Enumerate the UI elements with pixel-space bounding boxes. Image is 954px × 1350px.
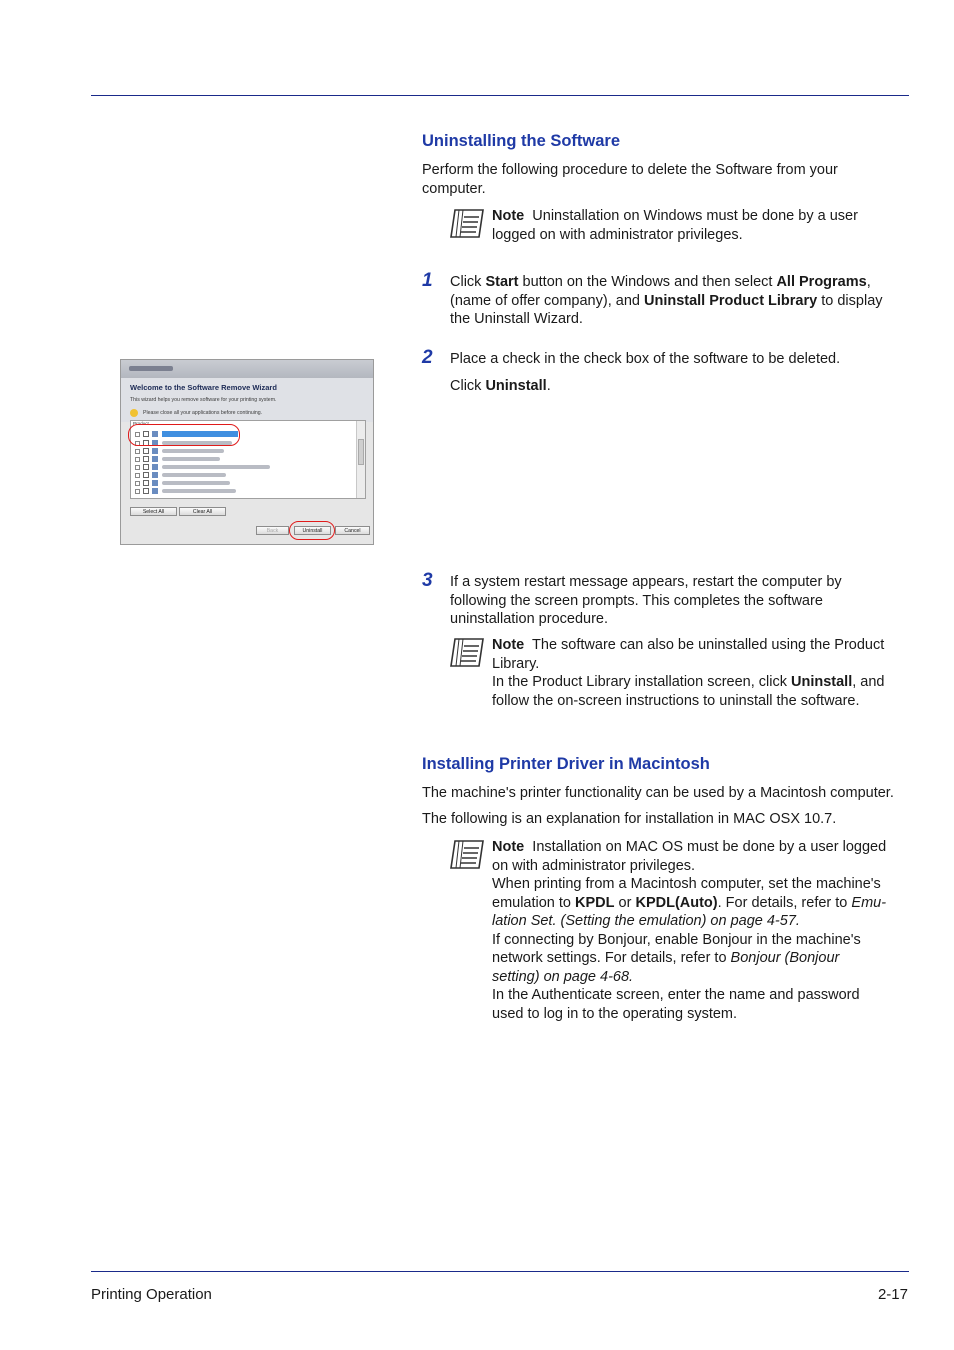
note-line: network settings. For details, refer to (492, 950, 731, 966)
note-line: or (614, 894, 636, 911)
mac-paragraph-1: The machine's printer functionality can be used by a Macintosh computer. (422, 785, 894, 801)
checkbox[interactable] (143, 456, 149, 462)
software-icon (152, 448, 158, 454)
list-header: Product (133, 421, 149, 426)
checkbox[interactable] (143, 448, 149, 454)
step-text: following the screen prompts. This completes the software (450, 592, 823, 609)
clear-all-button[interactable]: Clear All (179, 507, 226, 516)
list-scrollbar[interactable] (356, 421, 365, 498)
step-number-1: 1 (422, 270, 433, 291)
note-line: . For details, refer to (717, 894, 852, 911)
software-icon (152, 480, 158, 486)
list-item[interactable] (135, 448, 335, 455)
note-line: Uninstallation on Windows must be done by a user (532, 208, 858, 224)
intro-line: Perform the following procedure to delete the Software from your (422, 162, 838, 178)
back-button[interactable]: Back (256, 526, 289, 535)
ui-term-uninstall-product-library: Uninstall Product Library (643, 292, 818, 309)
cancel-button[interactable]: Cancel (335, 526, 370, 535)
step-number-3: 3 (422, 570, 433, 591)
step-text: . (546, 377, 551, 394)
note-line: In the Product Library installation screen, click (492, 674, 791, 690)
note-line: Installation on MAC OS must be done by a user logged (532, 839, 887, 855)
expand-icon[interactable] (135, 473, 140, 478)
step-text: Click (450, 377, 486, 394)
blurred-item-label (162, 489, 236, 493)
ui-term-uninstall: Uninstall (791, 674, 853, 690)
note-line: The software can also be uninstalled using the Product (532, 637, 885, 653)
step-text: button on the Windows and then select (518, 274, 777, 290)
select-all-button[interactable]: Select All (130, 507, 177, 516)
blurred-item-label (162, 449, 224, 453)
mac-paragraph-2: The following is an explanation for installation in MAC OSX 10.7. (422, 811, 837, 827)
highlight-circle-checkbox (128, 424, 240, 446)
step-2-text (450, 350, 912, 395)
section-heading-macintosh: Installing Printer Driver in Macintosh (422, 755, 710, 773)
expand-icon[interactable] (135, 457, 140, 462)
cross-reference-link[interactable]: Bonjour (Bonjour (730, 950, 840, 966)
note-line: on with administrator privileges. (492, 857, 696, 874)
checkbox[interactable] (143, 488, 149, 494)
list-item[interactable] (135, 456, 335, 463)
step-number-2: 2 (422, 347, 433, 368)
step-3-text (450, 573, 912, 629)
step-text: If a system restart message appears, restart the computer by (450, 574, 842, 590)
step-text: , (866, 274, 871, 290)
note-label: Note (492, 208, 525, 224)
highlight-circle-uninstall (289, 521, 335, 540)
warning-icon (130, 409, 138, 417)
step-text: the Uninstall Wizard. (450, 311, 583, 327)
warning-text: Please close all your applications before continuing. (143, 410, 263, 416)
note-line: When printing from a Macintosh computer, set the machine's (492, 876, 881, 892)
software-icon (152, 472, 158, 478)
note-line: , and (852, 674, 885, 690)
expand-icon[interactable] (135, 449, 140, 454)
expand-icon[interactable] (135, 465, 140, 470)
header-rule (91, 95, 909, 96)
step-1-text (450, 273, 912, 329)
expand-icon[interactable] (135, 489, 140, 494)
note-line: Library. (492, 655, 540, 672)
note-line: If connecting by Bonjour, enable Bonjour in the machine's (492, 931, 861, 948)
ui-term-kpdl: KPDL (575, 894, 615, 911)
note-product-library (492, 636, 912, 710)
step-text: to display (817, 292, 883, 309)
window-titlebar (121, 360, 373, 378)
list-item[interactable] (135, 464, 335, 471)
checkbox[interactable] (143, 480, 149, 486)
wizard-title: Welcome to the Software Remove Wizard (130, 383, 277, 392)
note-uninstall-admin (492, 207, 912, 244)
footer-page-number: 2-17 (877, 1286, 908, 1303)
step-text: (name of offer company), and (450, 292, 644, 309)
note-line: used to log in to the operating system. (492, 1005, 738, 1022)
ui-term-start: Start (485, 274, 519, 290)
blurred-window-title (129, 366, 173, 371)
note-label: Note (492, 839, 525, 855)
note-icon (449, 207, 489, 241)
expand-icon[interactable] (135, 481, 140, 486)
note-line: emulation to (492, 894, 576, 911)
uninstall-wizard-screenshot (120, 359, 374, 545)
cross-reference-link[interactable]: lation Set. (Setting the emulation) on page 4-57. (492, 913, 800, 929)
software-icon (152, 456, 158, 462)
list-item[interactable] (135, 480, 335, 487)
scrollbar-thumb[interactable] (358, 439, 364, 465)
section-heading-uninstall: Uninstalling the Software (422, 132, 621, 150)
note-icon (449, 838, 489, 872)
note-mac-install (492, 838, 912, 1023)
note-icon (449, 636, 489, 670)
intro-line: computer. (422, 180, 486, 197)
note-line: follow the on-screen instructions to uninstall the software. (492, 692, 860, 709)
intro-paragraph (422, 161, 912, 198)
list-item[interactable] (135, 488, 335, 495)
checkbox[interactable] (143, 472, 149, 478)
uninstall-button[interactable]: Uninstall (294, 526, 331, 535)
list-item[interactable] (135, 472, 335, 479)
ui-term-uninstall: Uninstall (485, 377, 547, 394)
note-line: In the Authenticate screen, enter the name and password (492, 987, 860, 1003)
footer-chapter-title: Printing Operation (91, 1286, 212, 1303)
ui-term-all-programs: All Programs (776, 274, 867, 290)
software-icon (152, 488, 158, 494)
step-text: Place a check in the check box of the software to be deleted. (450, 351, 841, 367)
step-text: uninstallation procedure. (450, 611, 608, 627)
wizard-subtitle: This wizard helps you remove software for your printing system. (130, 397, 277, 403)
blurred-item-label (162, 473, 226, 477)
cross-reference-link[interactable]: setting) on page 4-68. (492, 968, 634, 985)
checkbox[interactable] (143, 464, 149, 470)
blurred-item-label (162, 457, 220, 461)
step-text: Click (450, 274, 486, 290)
footer-rule (91, 1271, 909, 1272)
blurred-item-label (162, 465, 270, 469)
note-line: logged on with administrator privileges. (492, 226, 743, 243)
blurred-item-label (162, 481, 230, 485)
software-icon (152, 464, 158, 470)
cross-reference-link[interactable]: Emu- (851, 894, 887, 911)
ui-term-kpdl-auto: KPDL(Auto) (635, 894, 718, 911)
note-label: Note (492, 637, 525, 653)
